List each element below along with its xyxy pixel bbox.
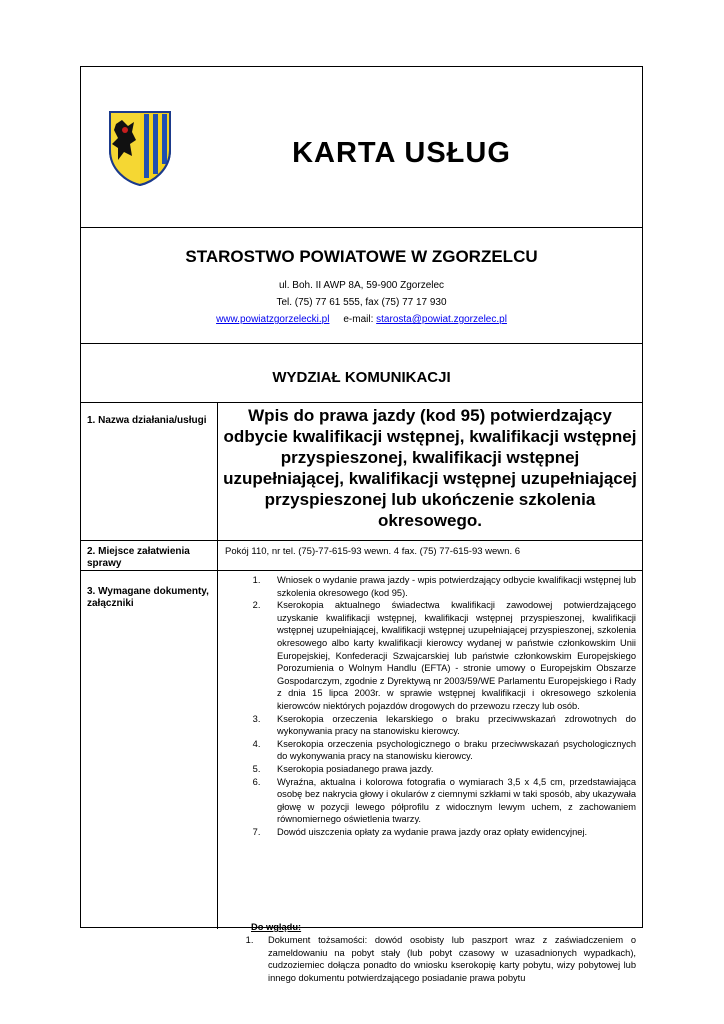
list-item: 1. Dokument tożsamości: dowód osobisty lub paszport wraz z zaświadczeniem o zameldowaniu na pobyt stały (lub pobyt czasowy w uzasadnionych wypadkach), cudzoziemiec dołącza ponadto do wniosku kserokopię karty pobytu, wizy pobytowej lub innego dokumentu potwierdzającego posiadanie prawa pobytu <box>256 934 636 984</box>
office-name: STAROSTWO POWIATOWE W ZGORZELCU <box>185 247 538 266</box>
title-section <box>81 67 642 228</box>
list-item: 4. Kserokopia orzeczenia psychologicznego o braku przeciwwskazań psychologicznych do wykonywania pracy na stanowisku kierowcy. <box>263 738 636 763</box>
list-item: 1. Wniosek o wydanie prawa jazdy - wpis potwierdzający odbycie kwalifikacji wstępnej lub szkolenia okresowego (kod 95). <box>263 574 636 599</box>
place-value: Pokój 110, nr tel. (75)-77-615-93 wewn. 4 fax. (75) 77-615-93 wewn. 6 <box>225 546 521 557</box>
office-contacts <box>81 314 642 325</box>
service-name-value: Wpis do prawa jazdy (kod 95) potwierdzający odbycie kwalifikacji wstępnej, kwalifikacji wstępnej przyspieszonej, kwalifikacji wstępnej uzupełniającej, kwalifikacji wstępnej uzupełniającej przyspieszonej lub ukończenie szkolenia okresowego. <box>223 406 637 530</box>
list-item: 7. Dowód uiszczenia opłaty za wydanie prawa jazdy oraz opłaty ewidencyjnej. <box>263 826 636 839</box>
service-name-row <box>81 403 642 541</box>
for-review-list <box>218 934 636 984</box>
documents-list <box>218 574 636 838</box>
list-item: 5. Kserokopia posiadanego prawa jazdy. <box>263 763 636 776</box>
service-name-label: 1. Nazwa działania/usługi <box>87 415 207 426</box>
office-section <box>81 228 642 344</box>
place-label: 2. Miejsce załatwienia sprawy <box>87 546 190 569</box>
place-row <box>81 541 642 571</box>
documents-row <box>81 571 642 983</box>
department-section <box>81 344 642 403</box>
list-item: 2. Kserokopia aktualnego świadectwa kwalifikacji zawodowej potwierdzającego uzyskanie kwalifikacji wstępnej, kwalifikacji wstępnej przyspieszonej, kwalifikacji wstępnej uzupełniającej, kwalifikacji wstępnej uzupełniającej przyspieszonej, szkolenia okresowego albo karty kwalifikacji kierowcy wydanej w państwie członkowskim Unii Europejskiej, Konfederacji Szwajcarskiej lub państwie członkowskim Europejskiego Porozumienia o Wolnym Handlu (EFTA) - stronie umowy o Europejskim Obszarze Gospodarczym, zgodnie z Dyrektywą nr 2003/59/WE Parlamentu Europejskiego i Rady z dnia 15 lipca 2003r. w sprawie wstępnej kwalifikacji i okresowego szkolenia kierowców niektórych pojazdów drogowych do przewozu rzeczy lub osób. <box>263 599 636 712</box>
list-item: 3. Kserokopia orzeczenia lekarskiego o braku przeciwwskazań zdrowotnych do wykonywania pracy na stanowisku kierowcy. <box>263 713 636 738</box>
email-label: e-mail: <box>343 314 374 325</box>
service-card <box>80 66 643 983</box>
page-title: KARTA USŁUG <box>292 137 511 169</box>
for-review-heading: Do wglądu: <box>251 922 302 932</box>
office-address: ul. Boh. II AWP 8A, 59-900 Zgorzelec <box>278 280 445 291</box>
column-divider <box>217 403 218 929</box>
office-phone: Tel. (75) 77 61 555, fax (75) 77 17 930 <box>276 297 447 308</box>
website-link[interactable]: www.powiatzgorzelecki.pl <box>216 314 330 325</box>
documents-label: 3. Wymagane dokumenty, załączniki <box>87 586 209 609</box>
department-name: WYDZIAŁ KOMUNIKACJI <box>272 369 451 386</box>
list-item: 6. Wyraźna, aktualna i kolorowa fotografia o wymiarach 3,5 x 4,5 cm, przedstawiająca osobę bez nakrycia głowy i okularów z ciemnymi szkłami w taki sposób, aby ukazywała głowę w pozycji lewego półprofilu z widocznym lewym uchem, z zachowaniem równomiernego oświetlenia twarzy. <box>263 776 636 826</box>
email-link[interactable]: starosta@powiat.zgorzelec.pl <box>376 314 507 325</box>
